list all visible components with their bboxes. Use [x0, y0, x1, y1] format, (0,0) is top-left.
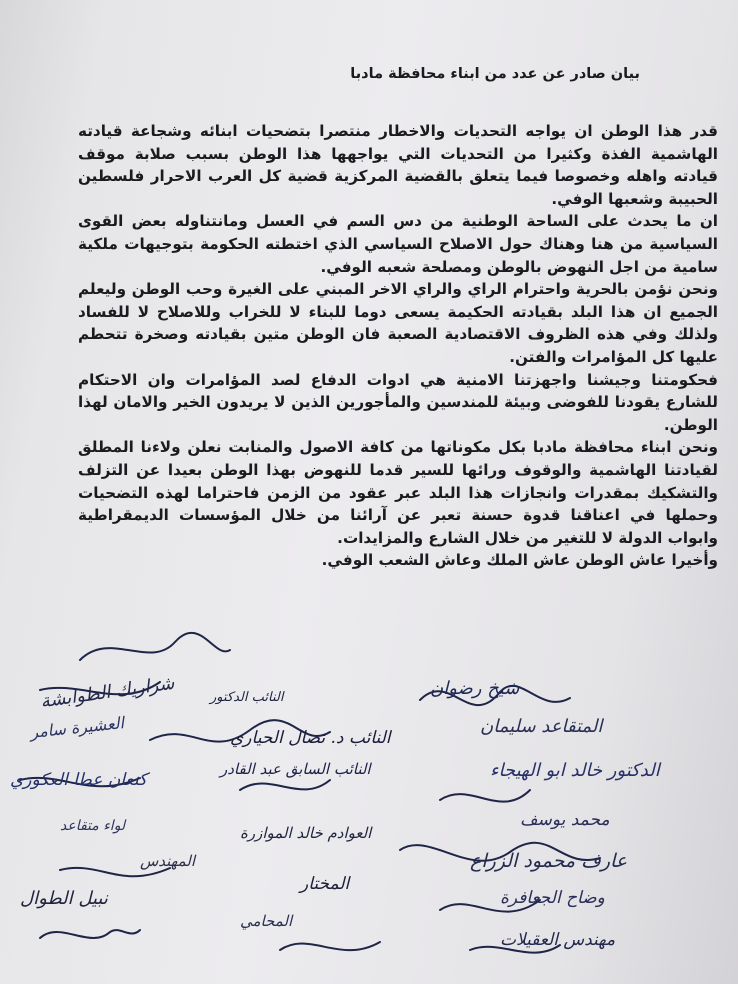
signature-11: محمد يوسف [520, 810, 610, 830]
signature-scribbles [0, 620, 738, 984]
paragraph-2: ان ما يحدث على الساحة الوطنية من دس السم في العسل ومانتناوله بعض القوى السياسية من هنا وهناك حول الاصلاح السياسي الذي اختطته الحكومة بتوجيهات ملكية سامية من اجل النهوض بالوطن ومصلحة شعبه الوفي. [78, 212, 718, 276]
signature-7: النائب السابق عبد القادر [220, 760, 371, 778]
signature-12: العوادم خالد الموازرة [240, 824, 372, 842]
signature-4: المتقاعد سليمان [480, 716, 603, 737]
document-title: بيان صادر عن عدد من ابناء محافظة مادبا [350, 66, 640, 82]
signature-14: المهندس [140, 852, 196, 870]
paragraph-5: ونحن ابناء محافظة مادبا بكل مكوناتها من كافة الاصول والمنابت نعلن ولاءنا المطلق لقيادتنا الهاشمية والوقوف ورائها للسير قدما للنهوض بهذا الوطن بعيدا عن التزلف والتشكيك بمقدرات وانجازات هذا البلد عبر عقود من الزمن فاحتراما لهذه التضحيات وحملها في اعناقنا قدوة حسنة تعبر عن آرائنا من خلال المؤسسات الديمقراطية وابواب الدولة لا للتغير من خلال الشارع والمزايدات. [78, 438, 718, 547]
signature-9: كنعان عطا العكوري [10, 770, 147, 790]
signature-2: النائب الدكتور [210, 690, 284, 705]
statement-body [78, 120, 718, 572]
paragraph-6: وأخيرا عاش الوطن عاش الملك وعاش الشعب الوفي. [321, 551, 718, 570]
signature-13: عارف محمود الزراع [470, 850, 628, 872]
signature-17: نبيل الطوال [20, 888, 108, 909]
signatures-block [0, 620, 738, 984]
signature-16: وضاح الجعافرة [500, 888, 605, 908]
paragraph-3: ونحن نؤمن بالحرية واحترام الراي والراي الاخر المبني على الغيرة وحب الوطن وليعلم الجميع ان هذا البلد بقيادته الحكيمة يسعى دوما للبناء لا للخراب وللاصلاح لا للفساد ولذلك وفي هذه الظروف الاقتصادية الصعبة فان الوطن متين بقيادته وصخرة تتحطم عليها كل المؤامرات والفتن. [78, 280, 718, 366]
signature-1: شيخ رضوان [430, 678, 520, 699]
signature-19: مهندس العقيلات [500, 930, 616, 950]
signature-5: النائب د. نضال الحياري [230, 728, 391, 748]
paragraph-1: قدر هذا الوطن ان يواجه التحديات والاخطار منتصرا بتضحيات ابنائه وشجاعة قيادته الهاشمية الفذة وكثيرا من التحديات التي يواجهها هذا الوطن بسبب صلابة موقف قيادته واهله وخصوصا فيما يتعلق بالقضية المركزية قضية كل العرب الاحرار فلسطين الحبيبة وشعبها الوفي. [78, 122, 718, 208]
signature-18: المحامي [240, 912, 293, 930]
signature-10: لواء متقاعد [60, 818, 126, 834]
signature-8: الدكتور خالد ابو الهيجاء [490, 760, 660, 781]
signature-15: المختار [300, 874, 350, 894]
signature-6: العشيرة سامر [29, 713, 125, 742]
signature-3: شراريك الطوابشة [39, 672, 176, 713]
paragraph-4: فحكومتنا وجيشنا واجهزتنا الامنية هي ادوات الدفاع لصد المؤامرات وان الاحتكام للشارع يقودنا للفوضى وبيئة للمندسين والمأجورين الذين لا يريدون الخير والامان لهذا الوطن. [78, 370, 718, 434]
